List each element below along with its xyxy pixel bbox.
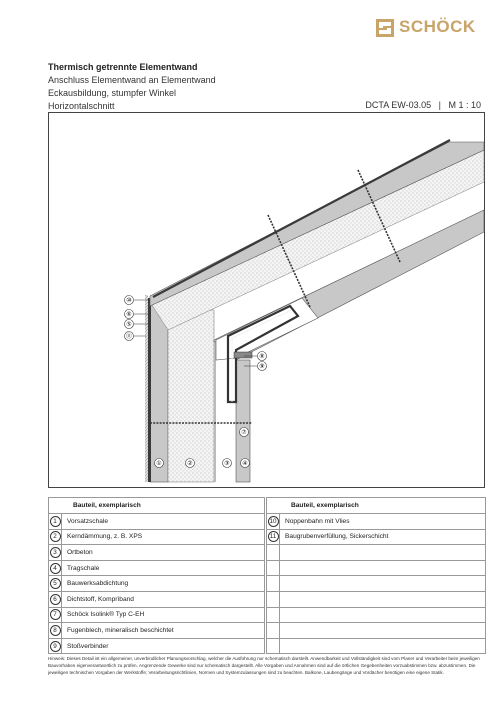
legend-row-empty — [267, 591, 486, 607]
legend-right-header: Bauteil, exemplarisch — [267, 498, 486, 514]
legend-number: 7 — [50, 609, 61, 620]
svg-text:⑨: ⑨ — [259, 364, 265, 370]
svg-text:⑤: ⑤ — [126, 322, 132, 328]
marker-4 — [241, 459, 250, 468]
legend-number: 11 — [268, 531, 279, 542]
subtitle-line-3: Horizontalschnitt — [48, 101, 115, 111]
insulation-gap — [214, 340, 216, 482]
svg-text:⑧: ⑧ — [259, 354, 265, 360]
legend-label: Baugrubenverfüllung, Sickerschicht — [280, 529, 486, 545]
detail-code-scale — [365, 100, 481, 110]
legend-number: 5 — [50, 578, 61, 589]
legend-number: 8 — [50, 625, 61, 636]
svg-text:③: ③ — [224, 461, 230, 467]
legend-label: Ortbeton — [62, 545, 265, 561]
disclaimer-note: Hinweis: Dieses Detail ist ein allgemeiner, unverbindlicher Planungsvorschlag, welcher die Ausführung nur schematisch darstellt. Anwendbarkeit und Vollständigkeit sind vom Planer und Verarbeiter beim jeweiligen Bauvorhaben eigenverantwortlich zu prüfen. Angrenzende Gewerke sind nur schematisch dargestellt. Alle Vorgaben und Annahmen sind auf die örtlichen Gegebenheiten vorzuabstimmen bzw. abzustimmen. Die jeweiligen technischen Vorgaben der Werkstoffe; Verarbeitungsrichtlinien, Normen und Systemzulassungen sind zu beachten. Balkone, Laubengänge und Vordächer benötigen eine eigene Statik. — [48, 656, 480, 676]
legend-label: Tragschale — [62, 560, 265, 576]
subtitle-line-1: Anschluss Elementwand an Elementwand — [48, 75, 216, 85]
legend-row — [267, 529, 486, 545]
legend-row — [49, 545, 265, 561]
legend-label: Dichtstoff, Komprìband — [62, 591, 265, 607]
legend-number: 4 — [50, 563, 61, 574]
svg-text:⑪: ⑪ — [125, 334, 133, 340]
brand-name: SCHÖCK — [399, 17, 476, 36]
marker-2 — [186, 459, 195, 468]
legend-row — [49, 623, 265, 639]
butt-connector — [234, 352, 252, 358]
legend-number: 2 — [50, 531, 61, 542]
schoeck-logo-icon — [376, 19, 394, 37]
subtitle-line-2: Eckausbildung, stumpfer Winkel — [48, 88, 177, 98]
legend-row — [49, 576, 265, 592]
legend-number: 6 — [50, 594, 61, 605]
section-drawing — [48, 112, 485, 488]
legend-label: Fugenblech, mineralisch beschichtet — [62, 623, 265, 639]
scale: M 1 : 10 — [448, 100, 481, 110]
legend-number: 10 — [269, 517, 277, 525]
legend-label: Vorsatzschale — [62, 514, 265, 530]
legend-row-empty — [267, 576, 486, 592]
legend-left — [48, 497, 265, 654]
legend-number: 9 — [50, 641, 61, 652]
legend-label: Schöck Isolink® Typ C-EH — [62, 607, 265, 623]
legend-row-empty — [267, 560, 486, 576]
legend-number: 1 — [50, 516, 61, 527]
page-title: Thermisch getrennte Elementwand — [48, 62, 198, 72]
callout-10 — [125, 296, 134, 305]
legend-number: 3 — [50, 547, 61, 558]
legend-row — [49, 560, 265, 576]
legend-row-empty — [267, 545, 486, 561]
legend-row — [49, 638, 265, 654]
legend-row — [49, 514, 265, 530]
svg-text:①: ① — [156, 461, 162, 467]
dimpled-membrane — [145, 295, 148, 482]
facing-shell — [150, 302, 168, 482]
svg-text:②: ② — [187, 461, 193, 467]
legend-row — [267, 514, 486, 530]
legend-label: Stoßverbinder — [62, 638, 265, 654]
svg-text:⑩: ⑩ — [126, 298, 132, 304]
core-insulation — [168, 310, 214, 482]
marker-3 — [223, 459, 232, 468]
legend-right — [266, 497, 486, 654]
callout-6 — [125, 310, 134, 319]
detail-code: DCTA EW-03.05 — [365, 100, 432, 110]
callout-9 — [258, 362, 267, 371]
callout-5 — [125, 320, 134, 329]
legend-row-empty — [267, 623, 486, 639]
legend-row-empty — [267, 638, 486, 654]
svg-text:⑦: ⑦ — [241, 430, 247, 436]
legend-label: Bauwerksabdichtung — [62, 576, 265, 592]
svg-text:⑥: ⑥ — [126, 312, 132, 318]
legend-label: Noppenbahn mit Vlies — [280, 514, 486, 530]
separator: | — [438, 100, 441, 110]
callout-7 — [240, 428, 249, 437]
callout-11 — [125, 332, 134, 341]
marker-1 — [155, 459, 164, 468]
waterproofing — [148, 298, 151, 482]
legend-row — [49, 607, 265, 623]
callout-8 — [258, 352, 267, 361]
legend-row-empty — [267, 607, 486, 623]
svg-text:④: ④ — [242, 461, 248, 467]
legend-label: Kerndämmung, z. B. XPS — [62, 529, 265, 545]
legend-row — [49, 529, 265, 545]
legend-left-header: Bauteil, exemplarisch — [49, 498, 265, 514]
legend-row — [49, 591, 265, 607]
